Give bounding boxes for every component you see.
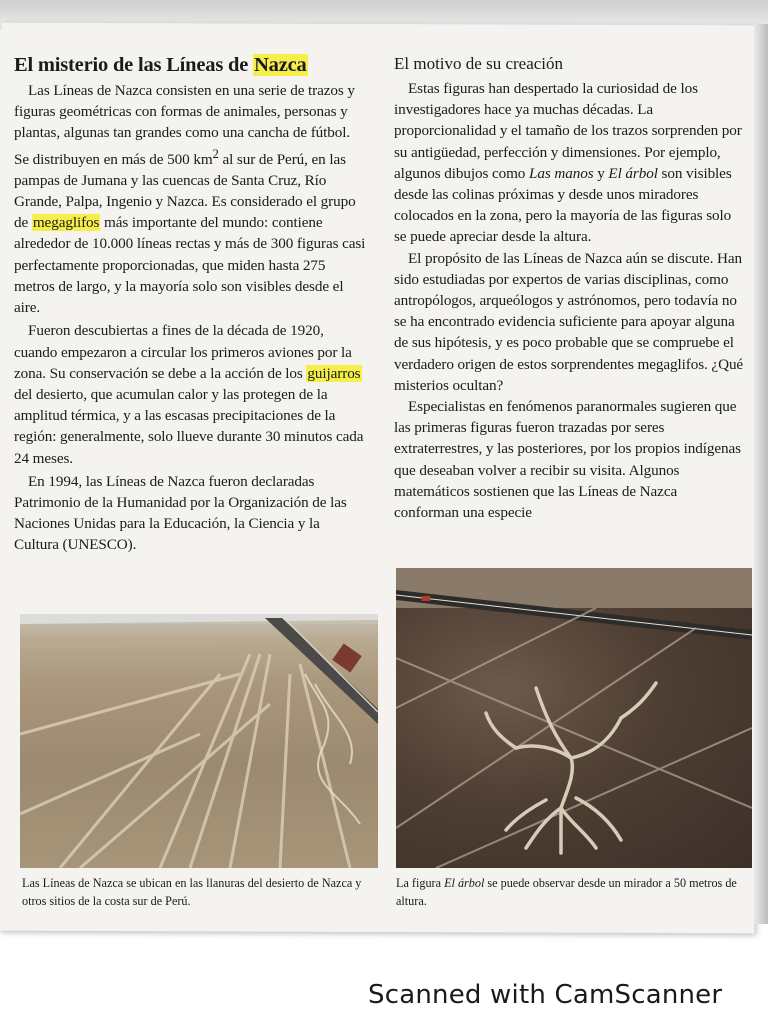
p1-text-a: Las Líneas de Nazca consisten en una serie de trazos y figuras geométricas con formas de animales, personas y plantas, algunas tan grandes como una cancha de fútbol. Se distribuyen en más de 500 km — [14, 82, 355, 168]
caption-left: Las Líneas de Nazca se ubican en las llanuras del desierto de Nazca y otros sitios de la costa sur de Perú. — [22, 876, 362, 908]
el-arbol-aerial-photo — [396, 568, 752, 868]
p4-text-a: Estas figuras han despertado la curiosidad de los investigadores hace ya muchas décadas. La proporcionalidad y el tamaño de los trazos sorprenden por su antigüedad, perfección y dimensiones. Por ejemplo, algunos dibujos como — [394, 80, 742, 182]
camscanner-watermark: Scanned with CamScanner — [368, 980, 723, 1010]
paragraph-5: El propósito de las Líneas de Nazca aún se discute. Han sido estudiadas por expertos de varias disciplinas, como antropólogos, arqueólogos y astrónomos, pero todavía no se ha encontrado evidencia suficiente para apoyar alguna de sus hipótesis, y es poco probable que se compruebe el verdadero origen de estos sorprendentes megaglifos. ¿Qué misterios ocultan? — [394, 249, 744, 394]
caption-right-a: La figura — [396, 876, 445, 890]
p1-text-c: más importante del mundo: contiene alrededor de 10.000 líneas rectas y más de 300 figuras casi perfectamente proporcionadas, que miden hasta 275 metros de largo, y la mayoría solo son visibles desde el aire. — [14, 214, 366, 317]
page-right-edge — [754, 24, 768, 924]
paragraph-4 — [394, 78, 744, 248]
italic-las-manos: Las manos — [529, 164, 594, 182]
nazca-plain-photo — [20, 614, 378, 868]
p1-text-b: al sur de Perú, en las pampas de Jumana y las cuencas de Santa Cruz, Río Grande, Palpa, Ingenio y Nazca. Es considerado el grupo de — [14, 150, 356, 232]
p2-text-a: Fueron descubiertas a fines de la década de 1920, cuando empezaron a circular los primeros aviones por la zona. Su conservación se debe a la acción de los — [14, 322, 352, 382]
p2-text-b: del desierto, que acumulan calor y las protegen de la amplitud térmica, y a las escasas precipitaciones de la región: generalmente, solo llueve durante 30 minutos cada 24 meses. — [14, 385, 364, 467]
article-title — [14, 52, 366, 78]
paragraph-3: En 1994, las Líneas de Nazca fueron declaradas Patrimonio de la Humanidad por la Organización de las Naciones Unidas para la Educación, la Ciencia y la Cultura (UNESCO). — [14, 472, 347, 554]
caption-right-b: se puede observar desde un mirador a 50 metros de altura. — [396, 876, 737, 908]
highlighted-word-guijarros: guijarros — [307, 364, 361, 382]
paragraph-1 — [14, 80, 366, 318]
caption-right-italic: El árbol — [444, 876, 485, 890]
paragraph-2 — [14, 320, 366, 468]
desert-illustration — [20, 614, 378, 868]
right-column — [394, 52, 744, 523]
italic-el-arbol: El árbol — [608, 164, 658, 182]
caption-right — [396, 874, 746, 910]
superscript: 2 — [212, 146, 219, 161]
section-title: El motivo de su creación — [394, 54, 564, 73]
highlighted-word-megaglifos: megaglifos — [32, 214, 100, 232]
p4-text-c: son visibles desde las colinas próximas y desde unos miradores colocados en la zona, pero la mayoría de las figuras solo se puede apreciar desde la altura. — [394, 164, 732, 246]
paragraph-6: Especialistas en fenómenos paranormales sugieren que las primeras figuras fueron trazadas por seres extraterrestres, y las posteriores, por los propios indígenas que deseaban volver a recibir su visita. Algunos matemáticos sostienen que las Líneas de Nazca conforman una especie — [394, 398, 741, 522]
left-column — [14, 52, 366, 556]
article-title-text: El misterio de las Líneas de — [14, 54, 254, 76]
aerial-illustration — [396, 568, 752, 868]
highlighted-word-nazca: Nazca — [254, 54, 307, 76]
p4-text-b: y — [593, 164, 609, 182]
